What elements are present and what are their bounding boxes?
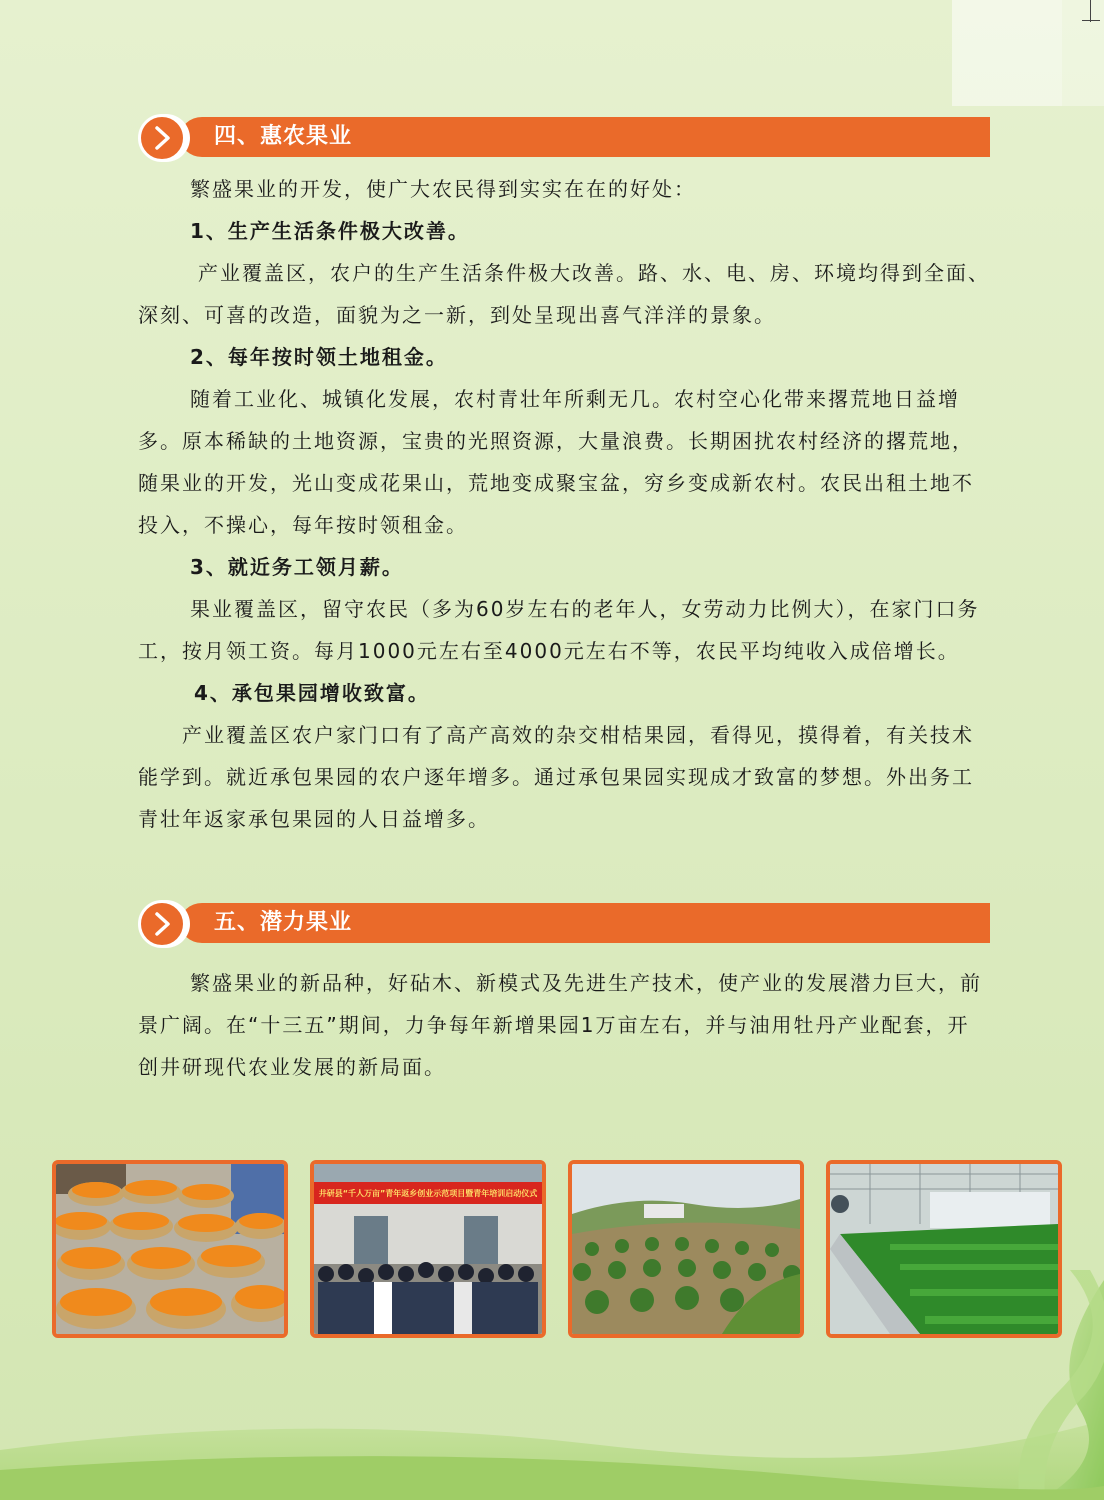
section4-content: [138, 168, 990, 840]
item3-heading: 3、就近务工领月薪。: [190, 555, 404, 579]
item3-body: 果业覆盖区，留守农民（多为60岁左右的老年人，女劳动力比例大），在家门口务工，按月领工资。每月1000元左右至4000元左右不等，农民平均纯收入成倍增长。: [138, 597, 980, 663]
section4-header: [138, 114, 990, 162]
chevron-right-icon: [138, 900, 186, 948]
photo-banner-text: 井研县“千人万亩”青年返乡创业示范项目暨青年培训启动仪式: [318, 1189, 538, 1198]
item1-body: 产业覆盖区，农户的生产生活条件极大改善。路、水、电、房、环境均得到全面、深刻、可喜的改造，面貌为之一新，到处呈现出喜气洋洋的景象。: [138, 261, 990, 327]
section5-content: [138, 962, 990, 1088]
section5-body: 繁盛果业的新品种，好砧木、新模式及先进生产技术，使产业的发展潜力巨大，前景广阔。在“十三五”期间，力争每年新增果园1万亩左右，并与油用牡丹产业配套，开创井研现代农业发展的新局面。: [138, 971, 982, 1079]
corner-panel: [952, 0, 1104, 106]
item4-body: 产业覆盖区农户家门口有了高产高效的杂交柑桔果园，看得见，摸得着，有关技术能学到。就近承包果园的农户逐年增多。通过承包果园实现成才致富的梦想。外出务工青壮年返家承包果园的人日益增多。: [138, 723, 974, 831]
section4-title: 四、惠农果业: [214, 124, 353, 149]
section5-header: [138, 900, 990, 948]
section5-title: 五、潜力果业: [214, 910, 353, 935]
crop-mark: [1082, 0, 1100, 22]
item1-heading: 1、生产生活条件极大改善。: [190, 219, 470, 243]
item2-body: 随着工业化、城镇化发展，农村青壮年所剩无几。农村空心化带来撂荒地日益增多。原本稀缺的土地资源，宝贵的光照资源，大量浪费。长期困扰农村经济的撂荒地，随果业的开发，光山变成花果山，荒地变成聚宝盆，穷乡变成新农村。农民出租土地不投入，不操心，每年按时领租金。: [138, 387, 974, 537]
section4-intro: 繁盛果业的开发，使广大农民得到实实在在的好处：: [190, 177, 696, 201]
item4-heading: 4、承包果园增收致富。: [194, 681, 430, 705]
chevron-right-icon: [138, 114, 186, 162]
item2-heading: 2、每年按时领土地租金。: [190, 345, 448, 369]
decorative-swoosh: [0, 1270, 1104, 1500]
